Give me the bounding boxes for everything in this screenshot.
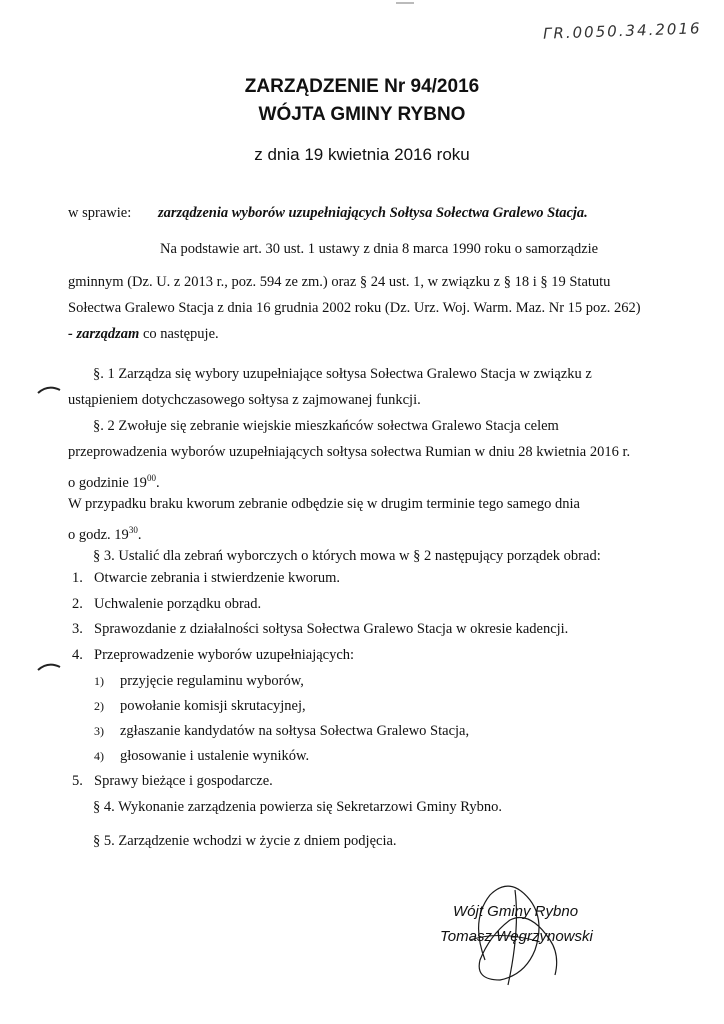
paragraph-3: § 3. Ustalić dla zebrań wyborczych o których mowa w § 2 następujący porządek obrad: [93,548,601,564]
agenda-number: 1. [72,570,83,586]
meeting-time: o godzinie 19 [68,475,147,491]
paragraph-1-line-1: §. 1 Zarządza się wybory uzupełniające sołtysa Sołectwa Gralewo Stacja w związku z [93,366,592,382]
subject-label: w sprawie: [68,205,132,221]
paragraph-2-line-1: §. 2 Zwołuje się zebranie wiejskie mieszkańców sołectwa Gralewo Stacja celem [93,418,559,434]
document-title: ZARZĄDZENIE Nr 94/2016 [244,76,480,97]
subitem-text: przyjęcie regulaminu wyborów, [120,673,304,689]
paragraph-2-line-4: W przypadku braku kworum zebranie odbędzie się w drugim terminie tego samego dnia [68,496,580,512]
handwritten-reference: ΓR.0050.34.2016 [543,19,703,43]
paragraph-1-line-2: ustąpieniem dotychczasowego sołtysa z zajmowanej funkcji. [68,392,421,408]
signature-title: Wójt Gminy Rybno [453,903,579,920]
agenda-number: 2. [72,596,83,612]
subitem-text: głosowanie i ustalenie wyników. [120,748,310,764]
paragraph-2-line-2: przeprowadzenia wyborów uzupełniających sołtysa sołectwa Rumian w dniu 28 kwietnia 2016 r. [68,444,631,460]
subitem-number: 1) [94,674,104,688]
agenda-text: Przeprowadzenie wyborów uzupełniających: [94,647,355,663]
agenda-text: Otwarcie zebrania i stwierdzenie kworum. [94,570,340,586]
agenda-item [72,621,568,638]
margin-mark [36,384,62,394]
agenda-item [72,647,354,664]
subitem-text: zgłaszanie kandydatów na sołtysa Sołectwa Gralewo Stacja, [120,723,470,739]
agenda-item [72,773,273,790]
decree-word: - zarządzam [68,326,140,342]
second-meeting-time: o godz. 19 [68,527,129,543]
basis-line-1: Na podstawie art. 30 ust. 1 ustawy z dnia 8 marca 1990 roku o samorządzie [160,241,599,257]
agenda-subitem [94,723,469,740]
agenda-subitem [94,673,304,690]
agenda-text: Sprawozdanie z działalności sołtysa Sołectwa Gralewo Stacja w okresie kadencji. [94,621,569,637]
second-meeting-time-minutes: 30 [128,525,138,535]
basis-line-2: gminnym (Dz. U. z 2013 r., poz. 594 ze zm.) oraz § 24 ust. 1, w związku z § 18 i § 19 Statutu [68,274,611,290]
meeting-time-minutes: 00 [146,473,156,483]
agenda-subitem [94,748,309,765]
paragraph-5: § 5. Zarządzenie wchodzi w życie z dniem podjęcia. [93,833,397,849]
basis-line-4 [68,322,219,348]
document-issuer: WÓJTA GMINY RYBNO [258,104,466,125]
agenda-text: Sprawy bieżące i gospodarcze. [94,773,273,789]
basis-line-3: Sołectwa Gralewo Stacja z dnia 16 grudnia 2002 roku (Dz. Urz. Woj. Warm. Maz. Nr 15 poz. 262) [68,300,641,316]
margin-mark [36,661,62,671]
agenda-number: 5. [72,773,83,789]
paragraph-4: § 4. Wykonanie zarządzenia powierza się Sekretarzowi Gminy Rybno. [93,799,502,815]
document-date: z dnia 19 kwietnia 2016 roku [254,145,470,164]
subitem-number: 3) [94,724,104,738]
period: . [137,527,142,543]
basis-line-4-rest: co następuje. [139,326,219,342]
signature-name: Tomasz Węgrzynowski [440,928,593,945]
subitem-text: powołanie komisji skrutacyjnej, [120,698,306,714]
agenda-text: Uchwalenie porządku obrad. [94,596,262,612]
agenda-number: 3. [72,621,83,637]
agenda-item [72,570,340,587]
subitem-number: 4) [94,749,104,763]
subject-line [68,205,588,222]
agenda-number: 4. [72,647,83,663]
agenda-item [72,596,261,613]
subject-text: zarządzenia wyborów uzupełniających Sołtysa Sołectwa Gralewo Stacja. [158,205,588,221]
agenda-subitem [94,698,306,715]
period: . [155,475,160,491]
scan-mark [396,2,414,4]
subitem-number: 2) [94,699,104,713]
